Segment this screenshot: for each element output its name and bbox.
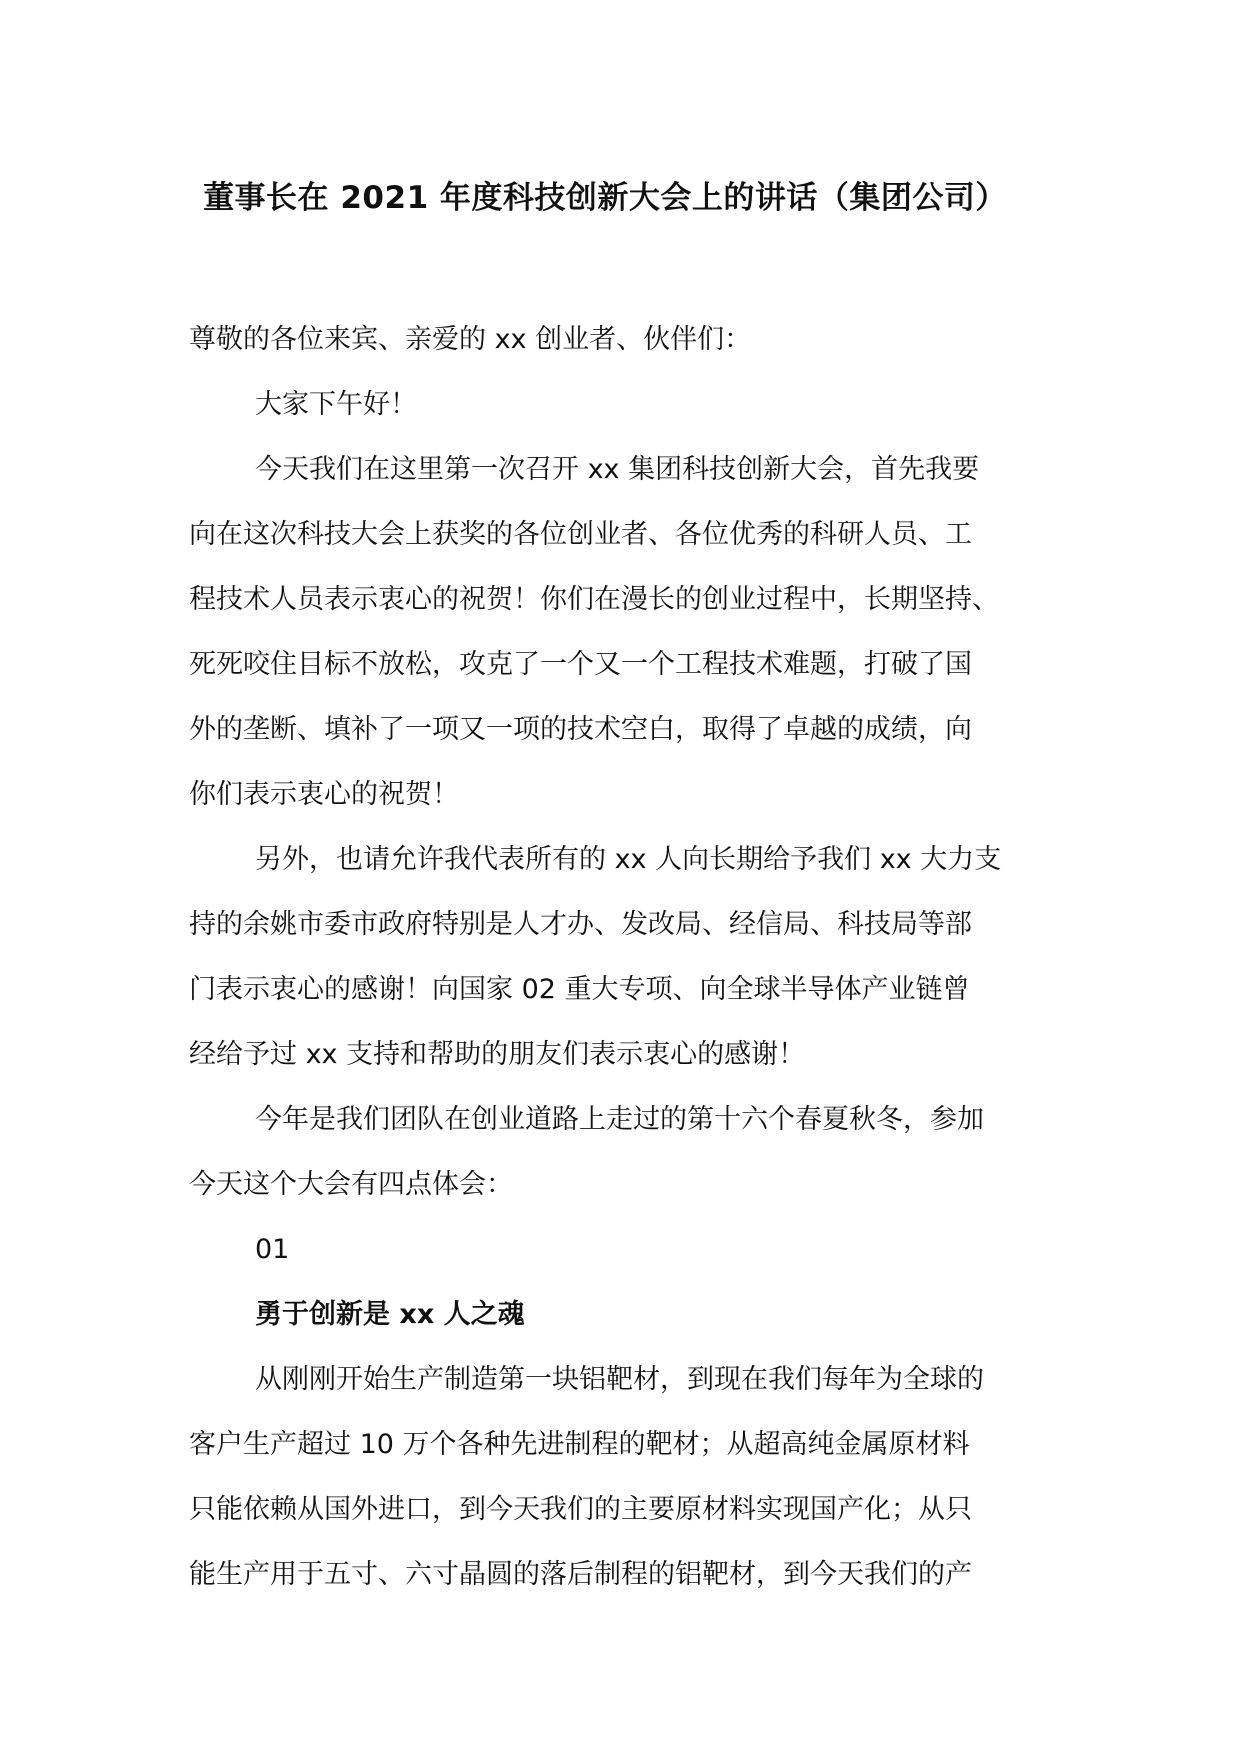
paragraph-line: 经给予过 xx 支持和帮助的朋友们表示衷心的感谢！ (189, 1039, 806, 1070)
paragraph-line: 今天这个大会有四点体会： (189, 1169, 513, 1200)
paragraph-line: 今年是我们团队在创业道路上走过的第十六个春夏秋冬，参加 (255, 1104, 984, 1135)
document-body (189, 307, 1089, 1607)
paragraph-line: 死死咬住目标不放松，攻克了一个又一个工程技术难题，打破了国 (189, 649, 972, 680)
section-heading: 勇于创新是 xx 人之魂 (255, 1299, 525, 1330)
paragraph-line: 今天我们在这里第一次召开 xx 集团科技创新大会，首先我要 (255, 454, 980, 485)
document-title: 董事长在 2021 年度科技创新大会上的讲话（集团公司） (203, 180, 1007, 216)
section-number: 01 (255, 1234, 290, 1265)
greeting-line: 大家下午好！ (255, 389, 417, 420)
paragraph-line: 客户生产超过 10 万个各种先进制程的靶材；从超高纯金属原材料 (189, 1429, 970, 1460)
paragraph-line: 另外，也请允许我代表所有的 xx 人向长期给予我们 xx 大力支 (255, 844, 1002, 875)
paragraph-line: 向在这次科技大会上获奖的各位创业者、各位优秀的科研人员、工 (189, 519, 972, 550)
paragraph-line: 你们表示衷心的祝贺！ (189, 779, 459, 810)
paragraph-line: 只能依赖从国外进口，到今天我们的主要原材料实现国产化；从只 (189, 1494, 972, 1525)
paragraph-line: 持的余姚市委市政府特别是人才办、发改局、经信局、科技局等部 (189, 909, 972, 940)
paragraph-line: 门表示衷心的感谢！向国家 02 重大专项、向全球半导体产业链曾 (189, 974, 970, 1005)
paragraph-line: 能生产用于五寸、六寸晶圆的落后制程的铝靶材，到今天我们的产 (189, 1559, 972, 1590)
paragraph-line: 程技术人员表示衷心的祝贺！你们在漫长的创业过程中，长期坚持、 (189, 584, 999, 615)
paragraph-line: 外的垄断、填补了一项又一项的技术空白，取得了卓越的成绩，向 (189, 714, 972, 745)
salutation-line: 尊敬的各位来宾、亲爱的 xx 创业者、伙伴们： (189, 324, 752, 355)
paragraph-line: 从刚刚开始生产制造第一块铝靶材，到现在我们每年为全球的 (255, 1364, 984, 1395)
